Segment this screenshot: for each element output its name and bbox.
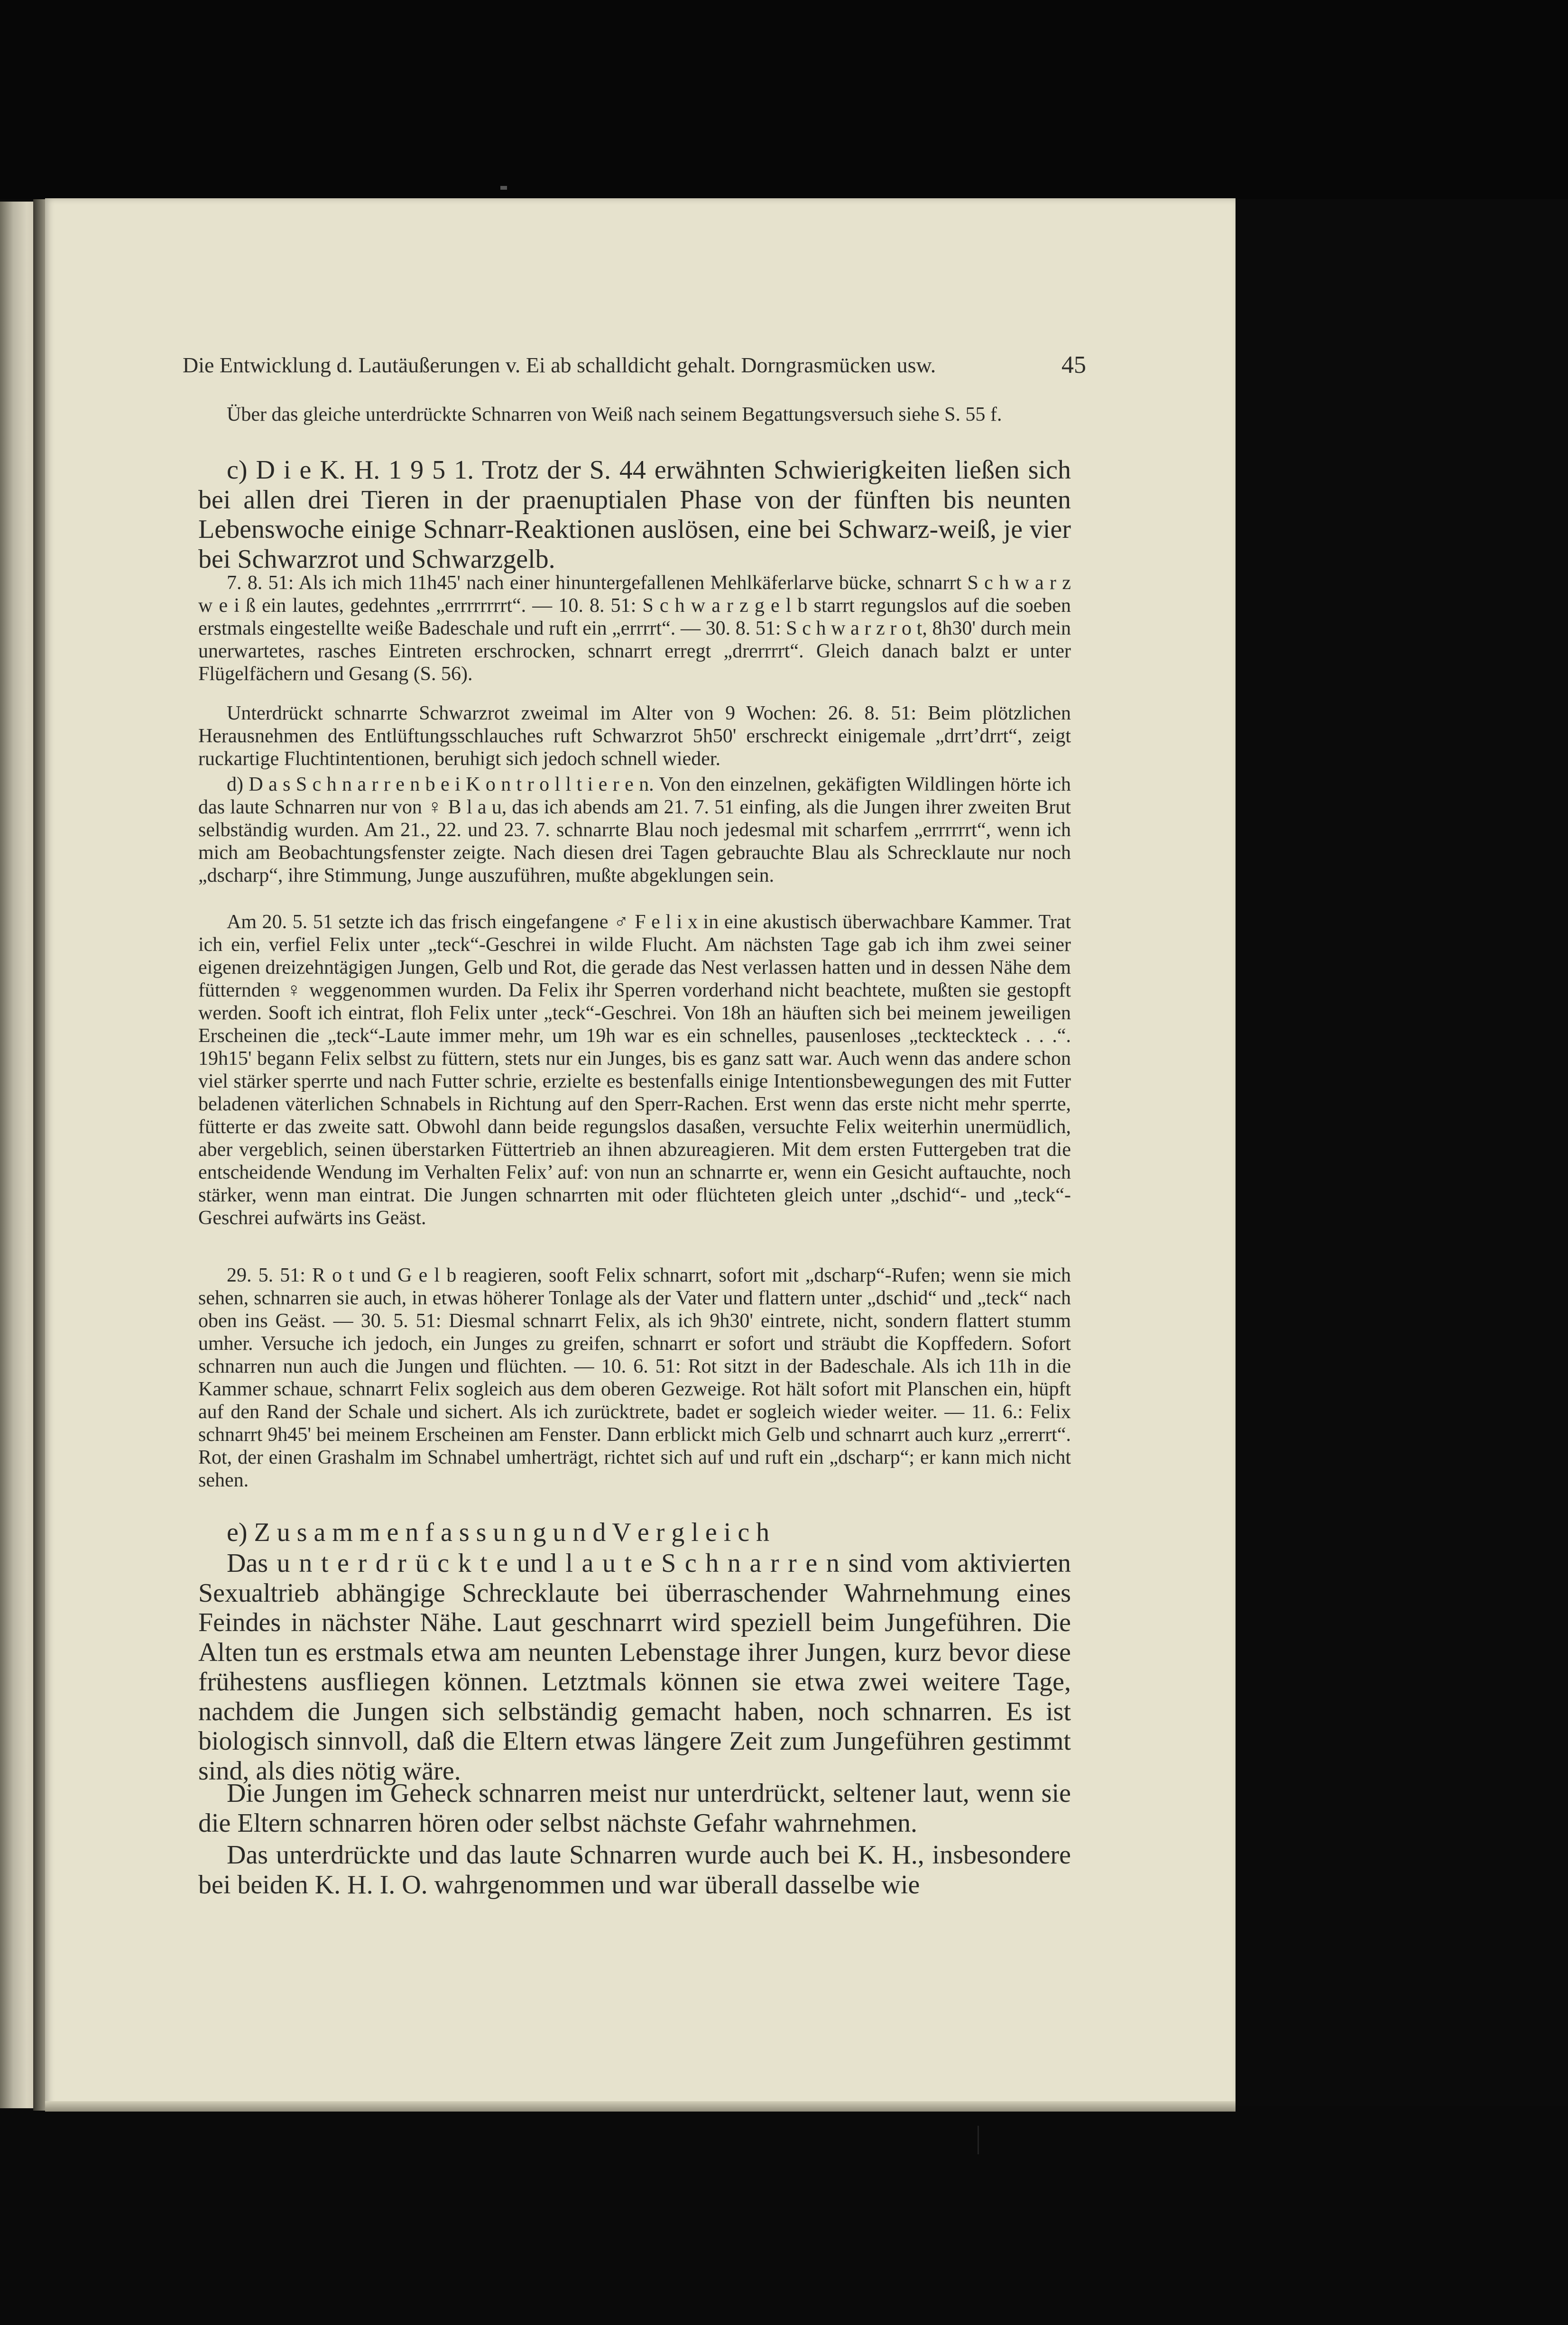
page-bottom-edge	[45, 2101, 1236, 2112]
paragraph-text: Über das gleiche unterdrückte Schnarren von Weiß nach seinem Begattungsversuch siehe S. 55 f.	[227, 404, 1002, 425]
summary-paragraph-3	[198, 1840, 1071, 1900]
running-header	[183, 351, 1086, 379]
paragraph-text: Das unterdrückte und das laute Schnarren wurde auch bei K. H., insbesondere bei beiden K. H. I. O. wahrgenommen und war überall dasselbe wie	[198, 1840, 1071, 1900]
summary-paragraph-2	[198, 1779, 1071, 1838]
page-number: 45	[1061, 351, 1086, 378]
section-c-paragraph	[198, 455, 1071, 574]
paragraph-text: Am 20. 5. 51 setzte ich das frisch eingefangene ♂ F e l i x in eine akustisch überwachbare Kammer. Trat ich ein, verfiel Felix unter „teck“-Geschrei in wilde Flucht. Am nächsten Tage gab ich ihm zwei seiner eigenen dreizehntägigen Jungen, Gelb und Rot, die gerade das Nest verlassen hatten und in dessen Nähe dem fütternden ♀ weggenommen wurden. Da Felix ihr Sperren vorderhand nicht beachtete, mußten sie gestopft werden. Sooft ich eintrat, floh Felix unter „teck“-Geschrei. Von 18h an häuften sich bei meinem jeweiligen Erscheinen die „teck“-Laute immer mehr, um 19h war es ein schnelles, pausenloses „teckteckteck . . .“. 19h15' begann Felix selbst zu füttern, stets nur ein Junges, bis es ganz satt war. Auch wenn das andere schon viel stärker sperrte und nach Futter schrie, erzielte es bestenfalls einige Intentionsbewegungen des mit Futter beladenen väterlichen Schnabels in Richtung auf den Sperr-Rachen. Erst wenn das erste nicht mehr sperrte, fütterte er das zweite satt. Obwohl dann beide regungslos dasaßen, versuchte Felix weiterhin unermüdlich, aber vergeblich, seinen überstarken Füttertrieb an ihnen abzureagieren. Mit dem ersten Futtergeben trat die entscheidende Wendung im Verhalten Felix’ auf: von nun an schnarrte er, wenn ein Gesicht auftauchte, noch stärker, wenn man eintrat. Die Jungen schnarrten mit oder flüchteten gleich unter „dschid“- und „teck“-Geschrei aufwärts ins Geäst.	[198, 911, 1071, 1229]
scan-mark	[500, 186, 507, 190]
section-e-heading	[198, 1518, 1071, 1548]
section-d-paragraph	[198, 773, 1071, 887]
observation-paragraph-2	[198, 702, 1071, 770]
summary-paragraph-1	[198, 1549, 1071, 1786]
paragraph-text: c) D i e K. H. 1 9 5 1. Trotz der S. 44 erwähnten Schwierigkeiten ließen sich bei allen drei Tieren in der praenuptialen Phase von der fünften bis neunten Lebenswoche einige Schnarr-Reaktionen auslösen, eine bei Schwarz-weiß, je vier bei Schwarzrot und Schwarzgelb.	[198, 455, 1071, 574]
paragraph-text: Das u n t e r d r ü c k t e und l a u t e S c h n a r r e n sind vom aktivierten Sexualtrieb abhängige Schrecklaute bei überraschender Wahrnehmung eines Feindes in nächster Nähe. Laut geschnarrt wird speziell beim Jungeführen. Die Alten tun es erstmals etwa am neunten Lebenstage ihrer Jungen, kurz bevor diese frühestens ausfliegen können. Letztmals können sie etwa zwei weitere Tage, nachdem die Jungen sich selbständig gemacht haben, noch schnarren. Es ist biologisch sinnvoll, daß die Eltern etwas längere Zeit zum Jungeführen gestimmt sind, als dies nötig wäre.	[198, 1549, 1071, 1786]
paragraph-text: 7. 8. 51: Als ich mich 11h45' nach einer hinuntergefallenen Mehlkäferlarve bücke, schnarrt S c h w a r z w e i ß ein lautes, gedehntes „errrrrrrrt“. — 10. 8. 51: S c h w a r z g e l b starrt regungslos auf die soeben erstmals eingestellte weiße Badeschale und ruft ein „errrrt“. — 30. 8. 51: S c h w a r z r o t, 8h30' durch mein unerwartetes, rasches Eintreten erschrocken, schnarrt erregt „drerrrrt“. Gleich danach balzt er unter Flügelfächern und Gesang (S. 56).	[198, 572, 1071, 685]
observation-paragraph-1	[198, 572, 1071, 685]
section-heading: e) Z u s a m m e n f a s s u n g u n d V e r g l e i c h	[227, 1518, 770, 1547]
paragraph-text: d) D a s S c h n a r r e n b e i K o n t r o l l t i e r e n. Von den einzelnen, gekäfigten Wildlingen hörte ich das laute Schnarren nur von ♀ B l a u, das ich abends am 21. 7. 51 einfing, als die Jungen ihrer zweiten Brut selbständig wurden. Am 21., 22. und 23. 7. schnarrte Blau noch jedesmal mit scharfem „errrrrrt“, wenn ich mich am Beobachtungsfenster zeigte. Nach diesen drei Tagen gebrauchte Blau als Schrecklaute nur noch „dscharp“, ihre Stimmung, Junge auszuführen, mußte abgeklungen sein.	[198, 774, 1071, 886]
scan-background-top	[0, 0, 1568, 199]
paragraph-text: 29. 5. 51: R o t und G e l b reagieren, sooft Felix schnarrt, sofort mit „dscharp“-Rufen; wenn sie mich sehen, schnarren sie auch, in etwas höherer Tonlage als der Vater und flattern unter „dschid“ und „teck“ nach oben ins Geäst. — 30. 5. 51: Diesmal schnarrt Felix, als ich 9h30' eintrete, nicht, sondern flattert stumm umher. Versuche ich jedoch, ein Junges zu greifen, schnarrt er sofort und sträubt die Kopffedern. Sofort schnarren nun auch die Jungen und flüchten. — 10. 6. 51: Rot sitzt in der Badeschale. Als ich 11h in die Kammer schaue, schnarrt Felix sogleich aus dem oberen Gezweige. Rot hält sofort mit Planschen ein, hüpft auf den Rand der Schale und sichert. Als ich zurücktrete, badet er sogleich wieder weiter. — 11. 6.: Felix schnarrt 9h45' bei meinem Erscheinen am Fenster. Dann erblickt mich Gelb und schnarrt auch kurz „errerrt“. Rot, der einen Grashalm im Schnabel umherträgt, richtet sich auf und ruft ein „dscharp“; er kann mich nicht sehen.	[198, 1264, 1071, 1491]
paragraph-text: Unterdrückt schnarrte Schwarzrot zweimal im Alter von 9 Wochen: 26. 8. 51: Beim plötzlichen Herausnehmen des Entlüftungsschlauches ruft Schwarzrot 5h50' erschreckt einigemale „drrt’drrt“, zeigt ruckartige Fluchtintentionen, beruhigt sich jedoch schnell wieder.	[198, 702, 1071, 770]
left-page-edge	[0, 202, 38, 2108]
paragraph-1	[198, 403, 1071, 426]
paragraph-text: Die Jungen im Geheck schnarren meist nur unterdrückt, seltener laut, wenn sie die Eltern schnarren hören oder selbst nächste Gefahr wahrnehmen.	[198, 1779, 1071, 1838]
scan-background-bottom	[0, 2106, 1568, 2325]
scan-tick-mark	[978, 2126, 979, 2154]
observation-paragraph-3	[198, 1264, 1071, 1492]
felix-paragraph	[198, 911, 1071, 1229]
running-title: Die Entwicklung d. Lautäußerungen v. Ei ab schalldicht gehalt. Dorngrasmücken usw.	[183, 353, 936, 377]
